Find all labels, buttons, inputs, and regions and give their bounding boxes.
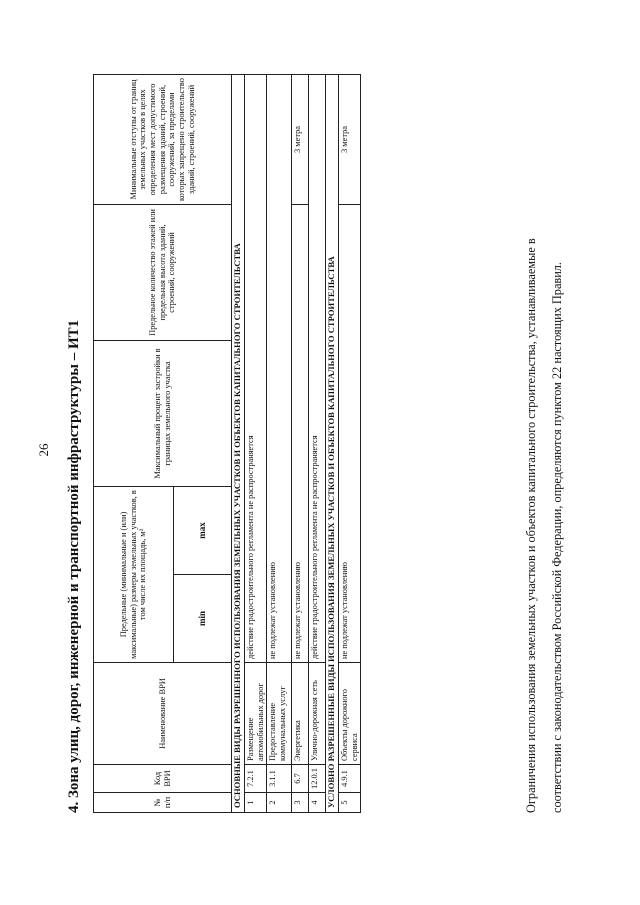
cell-name: Улично-дорожная сеть — [309, 663, 326, 765]
cell-merged: действие градостроительного регламента не распространяется — [309, 74, 326, 662]
table-row — [292, 74, 309, 812]
table-row — [309, 74, 326, 812]
header-coverage: Максимальный процент застройки в границах земельного участка — [94, 340, 232, 486]
header-max: max — [174, 486, 232, 574]
cell-setback: 3 метра — [292, 74, 309, 204]
page-number: 26 — [36, 443, 51, 457]
table-row — [267, 74, 292, 812]
header-area: Предельные (минимальные и (или) максимальные) размеры земельных участков, в том числе их площадь, м² — [94, 486, 174, 662]
table-row — [339, 74, 361, 812]
cell-code: 6.7 — [292, 765, 309, 793]
section-main-title: ОСНОВНЫЕ ВИДЫ РАЗРЕШЕННОГО ИСПОЛЬЗОВАНИЯ ЗЕМЕЛЬНЫХ УЧАСТКОВ И ОБЪЕКТОВ КАПИТАЛЬНОГО СТРОИТЕЛЬСТВА — [232, 74, 245, 812]
cell-code: 7.2.1 — [244, 765, 266, 793]
cell-num: 3 — [292, 793, 309, 813]
cell-code: 3.1.1 — [267, 765, 292, 793]
restrictions-note-line-2: соответствии с законодательством Российской Федерации, определяются пунктом 22 настоящих Правил. — [550, 262, 564, 813]
header-code: Код ВРИ — [94, 765, 232, 793]
header-floors: Предельное количество этажей или предельная высота зданий, строений, сооружений — [94, 204, 232, 340]
page-title: 4. Зона улиц, дорог, инженерной и транспортной инфраструктуры – ИТ1 — [66, 319, 82, 813]
cell-num: 4 — [309, 793, 326, 813]
header-num: № п/п — [94, 793, 232, 813]
cell-num: 5 — [339, 793, 361, 813]
regulations-table — [93, 75, 361, 813]
cell-code: 12.0.1 — [309, 765, 326, 793]
cell-merged: не подлежат установлению — [292, 204, 309, 662]
cell-merged: не подлежат установлению — [339, 204, 361, 662]
cell-name: Энергетика — [292, 663, 309, 765]
header-min: min — [174, 575, 232, 663]
cell-name: Размещение автомобильных дорог — [244, 663, 266, 765]
cell-name: Объекты дорожного сервиса — [339, 663, 361, 765]
cell-name: Предоставление коммунальных услуг — [267, 663, 292, 765]
cell-merged: действие градостроительного регламента не распространяется — [244, 74, 266, 662]
header-setback: Минимальные отступы от границ земельных участков в целях определения мест допустимого размещения зданий, строений, сооружений, за пределами которых запрещено строительство зданий, строений, сооружений — [94, 74, 232, 204]
section-conditional-title: УСЛОВНО РАЗРЕШЕННЫЕ ВИДЫ ИСПОЛЬЗОВАНИЯ ЗЕМЕЛЬНЫХ УЧАСТКОВ И ОБЪЕКТОВ КАПИТАЛЬНОГО СТРОИТЕЛЬСТВА — [326, 74, 339, 812]
cell-num: 2 — [267, 793, 292, 813]
cell-num: 1 — [244, 793, 266, 813]
cell-setback: 3 метра — [339, 74, 361, 204]
cell-merged: не подлежат установлению — [267, 74, 292, 662]
table-row — [244, 74, 266, 812]
restrictions-note-line-1: Ограничения использования земельных участков и объектов капитального строительства, устанавливаемые в — [524, 238, 538, 813]
cell-code: 4.9.1 — [339, 765, 361, 793]
header-name: Наименование ВРИ — [94, 663, 232, 765]
restrictions-note — [518, 75, 570, 813]
